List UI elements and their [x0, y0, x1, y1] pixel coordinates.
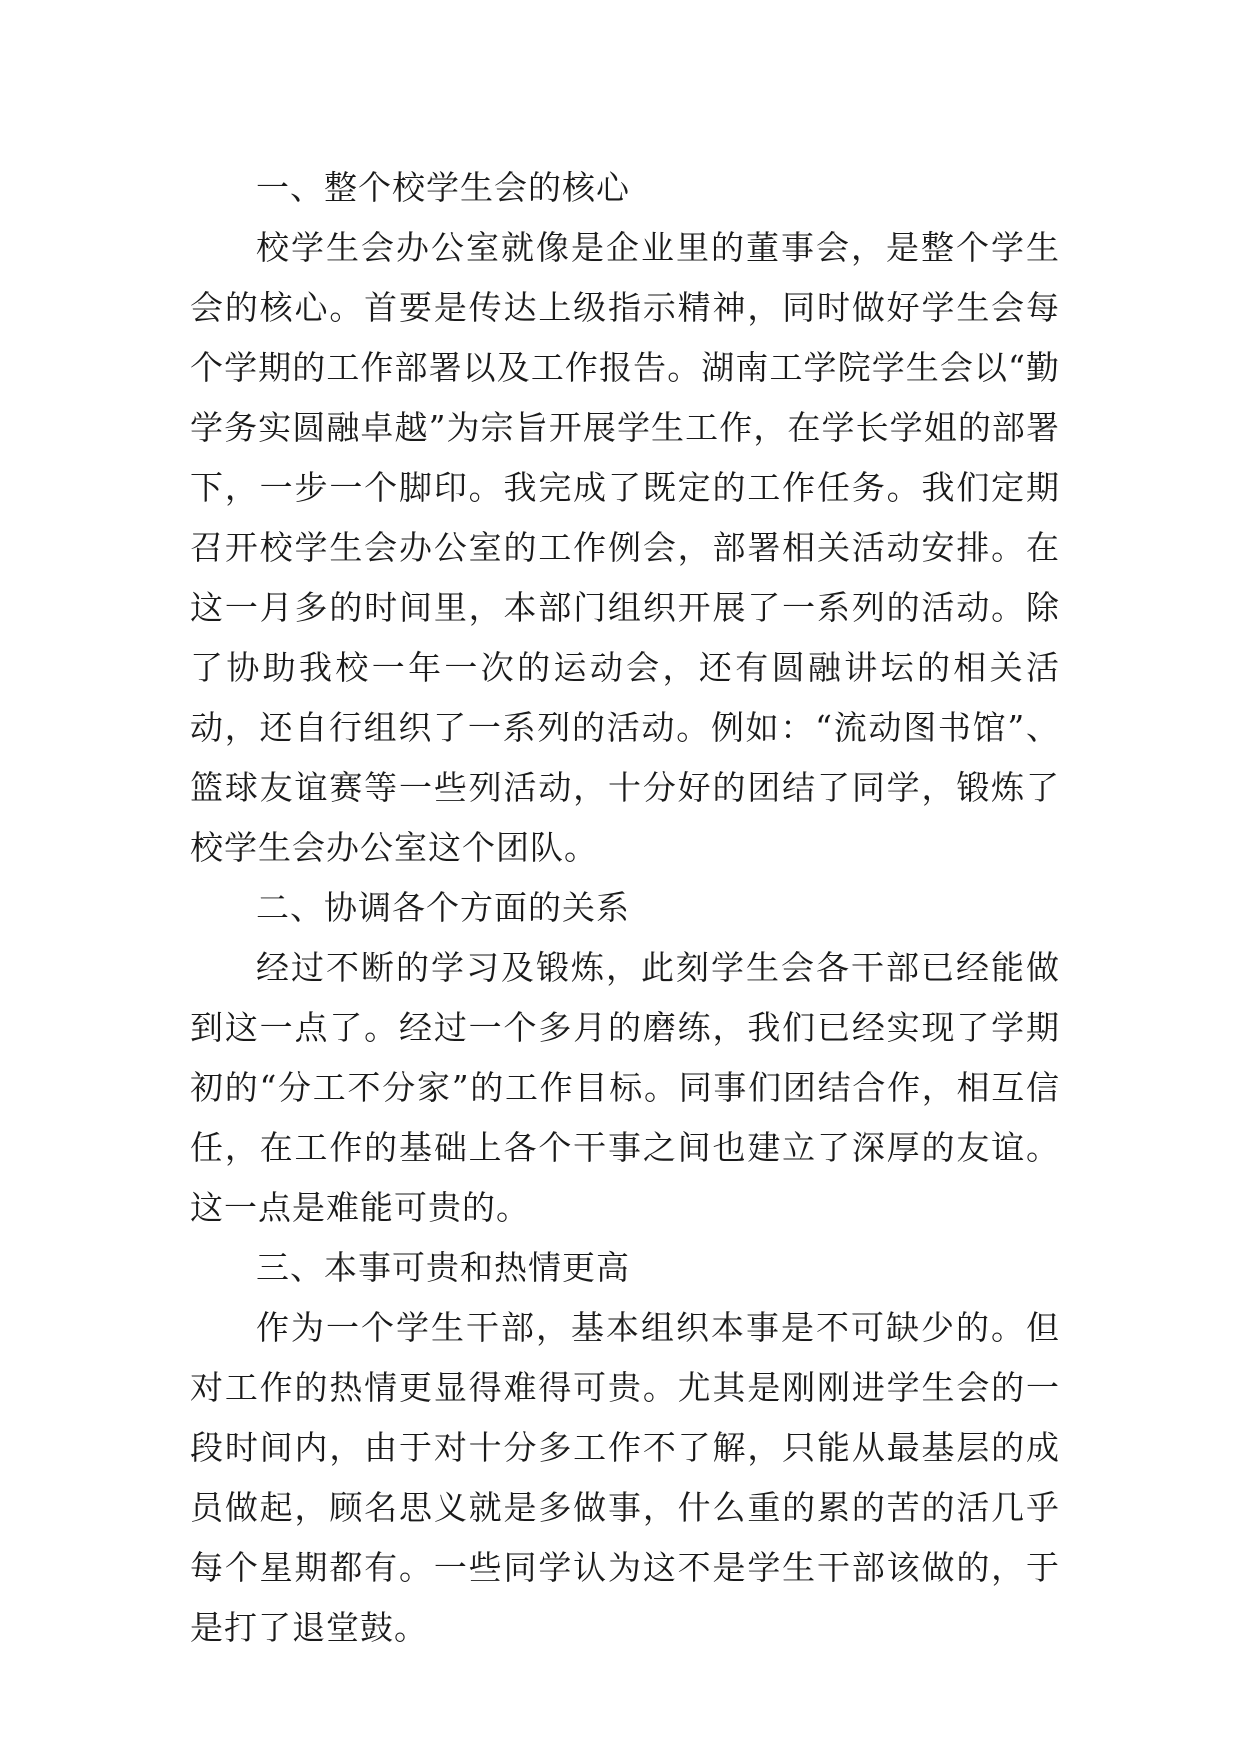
- section-1-paragraph: 校学生会办公室就像是企业里的董事会，是整个学生会的核心。首要是传达上级指示精神，同时做好学生会每个学期的工作部署以及工作报告。湖南工学院学生会以“勤学务实圆融卓越”为宗旨开展学生工作，在学长学姐的部署下，一步一个脚印。我完成了既定的工作任务。我们定期召开校学生会办公室的工作例会，部署相关活动安排。在这一月多的时间里，本部门组织开展了一系列的活动。除了协助我校一年一次的运动会，还有圆融讲坛的相关活动，还自行组织了一系列的活动。例如：“流动图书馆”、篮球友谊赛等一些列活动，十分好的团结了同学，锻炼了校学生会办公室这个团队。: [190, 228, 1060, 867]
- section-1-heading: 一、整个校学生会的核心: [256, 168, 630, 207]
- section-2-heading: 二、协调各个方面的关系: [256, 888, 630, 927]
- document-body: [190, 158, 1060, 1658]
- section-2-paragraph: 经过不断的学习及锻炼，此刻学生会各干部已经能做到这一点了。经过一个多月的磨练，我们已经实现了学期初的“分工不分家”的工作目标。同事们团结合作，相互信任，在工作的基础上各个干事之间也建立了深厚的友谊。这一点是难能可贵的。: [190, 948, 1060, 1227]
- section-3-heading: 三、本事可贵和热情更高: [256, 1248, 630, 1287]
- section-3-paragraph: 作为一个学生干部，基本组织本事是不可缺少的。但对工作的热情更显得难得可贵。尤其是刚刚进学生会的一段时间内，由于对十分多工作不了解，只能从最基层的成员做起，顾名思义就是多做事，什么重的累的苦的活几乎每个星期都有。一些同学认为这不是学生干部该做的，于是打了退堂鼓。: [190, 1308, 1060, 1647]
